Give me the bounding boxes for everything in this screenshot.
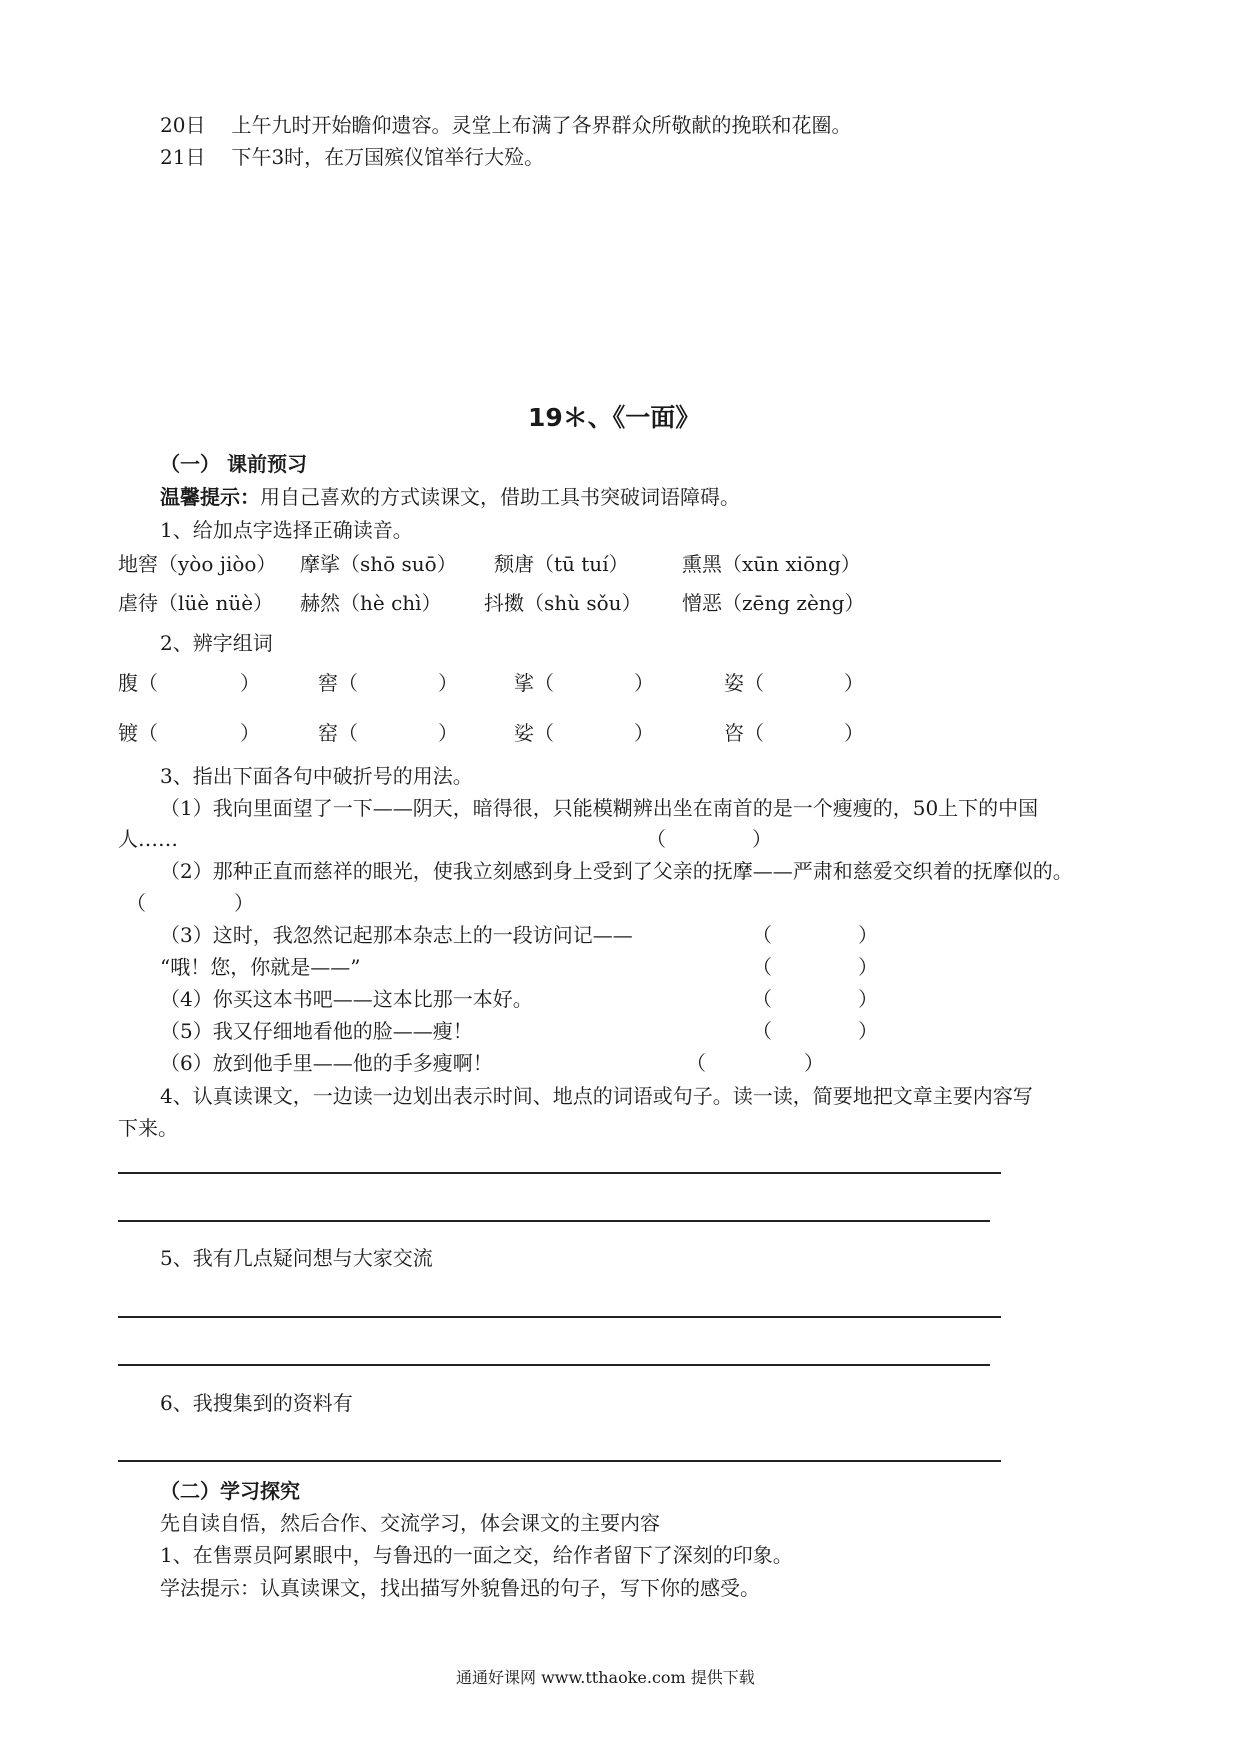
answer-paren-close: ） (858, 1019, 878, 1043)
question-1: 1、给加点字选择正确读音。 (160, 518, 413, 542)
answer-paren-close: ） (858, 987, 878, 1011)
zuci-close: ） (438, 721, 458, 745)
zuci-open: 窖（ (318, 671, 358, 695)
sentence-1: （1）我向里面望了一下——阴天，暗得很，只能模糊辨出坐在南首的是一个瘦瘦的，50上下的中国 (160, 796, 1039, 820)
footer-source: 通通好课网 www.tthaoke.com 提供下载 (456, 1668, 755, 1687)
explore-question-1: 1、在售票员阿累眼中，与鲁迅的一面之交，给作者留下了深刻的印象。 (160, 1543, 793, 1567)
sentence-3: （3）这时，我忽然记起那本杂志上的一段访问记—— (160, 923, 633, 947)
answer-paren-open: （ (752, 987, 772, 1011)
zuci-open: 姿（ (724, 671, 764, 695)
zuci-open: 咨（ (724, 721, 764, 745)
entry-20 (160, 112, 851, 138)
answer-paren-open: （ (646, 827, 666, 851)
question-4: 4、认真读课文，一边读一边划出表示时间、地点的词语或句子。读一读，简要地把文章主要内容写 (160, 1084, 1033, 1108)
zuci-open: 镀（ (118, 721, 158, 745)
pinyin-item: 颓唐（tū tuí） (494, 552, 629, 576)
zuci-open: 娑（ (514, 721, 554, 745)
section-heading-explore: （二）学习探究 (160, 1479, 300, 1503)
zuci-close: ） (240, 671, 260, 695)
answer-paren-open: （ (126, 891, 146, 915)
answer-paren-close: ） (804, 1051, 824, 1075)
explore-intro: 先自读自悟，然后合作、交流学习，体会课文的主要内容 (160, 1511, 660, 1535)
tip-line (160, 484, 740, 510)
pinyin-item: 赫然（hè chì） (300, 591, 442, 615)
sentence-6: （6）放到他手里——他的手多瘦啊！ (160, 1051, 493, 1075)
question-5: 5、我有几点疑问想与大家交流 (160, 1246, 433, 1270)
zuci-close: ） (844, 721, 864, 745)
explore-tip: 学法提示：认真读课文，找出描写外貌鲁迅的句子，写下你的感受。 (160, 1576, 760, 1600)
answer-line[interactable] (118, 1220, 990, 1222)
section-heading-preview: （一） 课前预习 (160, 452, 307, 476)
pinyin-item: 熏黑（xūn xiōng） (682, 552, 861, 576)
sentence-3b: “哦！您，你就是——” (160, 955, 361, 979)
entry-text: 下午3时，在万国殡仪馆举行大殓。 (231, 145, 545, 169)
zuci-close: ） (844, 671, 864, 695)
zuci-open: 腹（ (118, 671, 158, 695)
tip-text: 用自己喜欢的方式读课文，借助工具书突破词语障碍。 (260, 485, 740, 509)
sentence-1-cont: 人…… (118, 827, 178, 851)
pinyin-item: 虐待（lüè nüè） (118, 591, 274, 615)
answer-paren-close: ） (234, 891, 254, 915)
pinyin-item: 摩挲（shō suō） (300, 552, 457, 576)
question-4-cont: 下来。 (118, 1116, 178, 1140)
answer-line[interactable] (118, 1316, 1001, 1318)
pinyin-item: 憎恶（zēng zèng） (682, 591, 865, 615)
tip-label: 温馨提示： (160, 485, 260, 509)
answer-paren-open: （ (752, 923, 772, 947)
pinyin-item: 抖擞（shù sǒu） (484, 591, 642, 615)
entry-date: 20日 (160, 113, 206, 137)
sentence-4: （4）你买这本书吧——这本比那一本好。 (160, 987, 533, 1011)
zuci-open: 挲（ (514, 671, 554, 695)
zuci-close: ） (634, 721, 654, 745)
answer-paren-open: （ (686, 1051, 706, 1075)
entry-21 (160, 144, 544, 170)
answer-paren-open: （ (752, 1019, 772, 1043)
answer-paren-open: （ (752, 955, 772, 979)
question-6: 6、我搜集到的资料有 (160, 1391, 353, 1415)
sentence-5: （5）我又仔细地看他的脸——瘦！ (160, 1019, 473, 1043)
question-2: 2、辨字组词 (160, 631, 273, 655)
lesson-title: 19＊、《一面》 (528, 403, 701, 432)
sentence-2: （2）那种正直而慈祥的眼光，使我立刻感到身上受到了父亲的抚摩——严肃和慈爱交织着的抚摩似的。 (160, 859, 1073, 883)
entry-text: 上午九时开始瞻仰遗容。灵堂上布满了各界群众所敬献的挽联和花圈。 (231, 113, 852, 137)
zuci-close: ） (240, 721, 260, 745)
answer-paren-close: ） (858, 955, 878, 979)
entry-date: 21日 (160, 145, 206, 169)
answer-paren-close: ） (858, 923, 878, 947)
pinyin-item: 地窖（yòo jiòo） (118, 552, 277, 576)
zuci-close: ） (634, 671, 654, 695)
answer-line[interactable] (118, 1172, 1001, 1174)
answer-paren-close: ） (752, 827, 772, 851)
zuci-close: ） (438, 671, 458, 695)
answer-line[interactable] (118, 1460, 1001, 1462)
question-3: 3、指出下面各句中破折号的用法。 (160, 764, 473, 788)
answer-line[interactable] (118, 1364, 990, 1366)
zuci-open: 窑（ (318, 721, 358, 745)
